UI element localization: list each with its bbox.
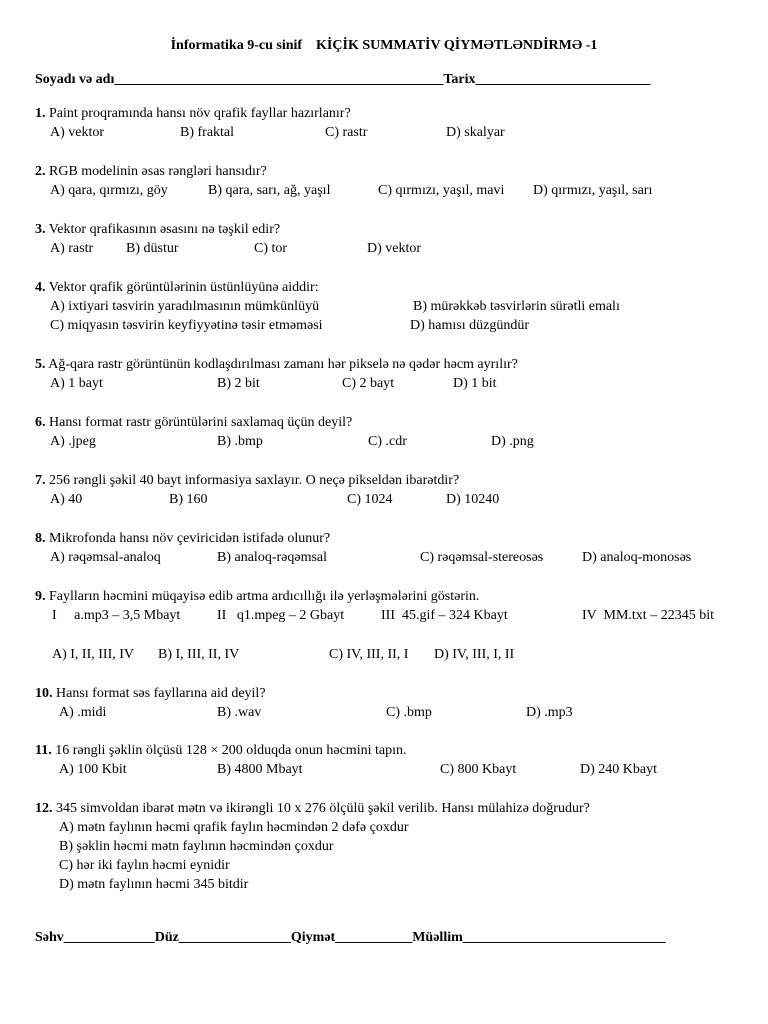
option-c: C) hər iki faylın həcmi eynidir bbox=[59, 858, 230, 873]
question-number: 7. bbox=[35, 473, 46, 488]
question-1 bbox=[35, 104, 745, 142]
question-3 bbox=[35, 220, 745, 258]
option-c: C) qırmızı, yaşıl, mavi bbox=[378, 183, 505, 198]
option-d: D) 240 Kbayt bbox=[580, 762, 657, 777]
option-d: D) analoq-monosəs bbox=[582, 550, 692, 565]
question-5 bbox=[35, 355, 745, 393]
question-4 bbox=[35, 278, 745, 335]
question-text: 16 rəngli şəklin ölçüsü 128 × 200 olduqda onun həcmini tapın. bbox=[55, 743, 407, 758]
option-d: D) IV, III, I, II bbox=[434, 647, 515, 662]
question-number: 6. bbox=[35, 415, 46, 430]
option-d: D) .png bbox=[491, 434, 534, 449]
question-text: Faylların həcmini müqayisə edib artma ardıcıllığı ilə yerləşmələrini göstərin. bbox=[49, 589, 480, 604]
option-b: B) şəklin həcmi mətn faylının həcmindən çoxdur bbox=[59, 839, 334, 854]
option-b: B) düstur bbox=[126, 241, 179, 256]
option-c: C) tor bbox=[254, 241, 288, 256]
question-text: Paint proqramında hansı növ qrafik fayllar hazırlanır? bbox=[49, 106, 351, 121]
question-number: 11. bbox=[35, 743, 52, 758]
option-a: A) I, II, III, IV bbox=[52, 647, 135, 662]
option-c: C) .bmp bbox=[386, 705, 432, 720]
option-c: C) miqyasın təsvirin keyfiyyətinə təsir etməməsi bbox=[50, 318, 323, 333]
question-6 bbox=[35, 413, 745, 451]
option-d: D) skalyar bbox=[446, 125, 505, 140]
question-12 bbox=[35, 799, 745, 894]
option-c: C) 2 bayt bbox=[342, 376, 395, 391]
question-2 bbox=[35, 162, 745, 200]
option-b: B) analoq-rəqəmsal bbox=[217, 550, 328, 565]
name-date-line: Soyadı və adı_______________________________________________Tarix_________________________ bbox=[35, 72, 651, 87]
question-text: Mikrofonda hansı növ çeviricidən istifadə olunur? bbox=[49, 531, 331, 546]
option-b: B) mürəkkəb təsvirlərin sürətli emalı bbox=[413, 299, 620, 314]
question-number: 12. bbox=[35, 801, 53, 816]
question-number: 2. bbox=[35, 164, 46, 179]
question-text: Hansı format səs fayllarına aid deyil? bbox=[56, 686, 266, 701]
file-item-2: II q1.mpeg – 2 Gbayt bbox=[217, 608, 345, 623]
grading-footer: Səhv_____________Düz________________Qiymət___________Müəllim_____________________________ bbox=[35, 930, 666, 945]
question-number: 10. bbox=[35, 686, 53, 701]
question-number: 3. bbox=[35, 222, 46, 237]
option-d: D) 1 bit bbox=[453, 376, 497, 391]
question-text: RGB modelinin əsas rəngləri hansıdır? bbox=[49, 164, 267, 179]
option-b: B) .wav bbox=[217, 705, 262, 720]
question-text: Vektor qrafik görüntülərinin üstünlüyünə aiddir: bbox=[48, 280, 319, 295]
option-b: B) I, III, II, IV bbox=[158, 647, 240, 662]
option-b: B) 160 bbox=[169, 492, 208, 507]
option-a: A) mətn faylının həcmi qrafik faylın həcmindən 2 dəfə çoxdur bbox=[59, 820, 409, 835]
option-a: A) .midi bbox=[59, 705, 107, 720]
question-7 bbox=[35, 471, 745, 509]
option-a: A) .jpeg bbox=[50, 434, 96, 449]
option-d: D) mətn faylının həcmi 345 bitdir bbox=[59, 877, 249, 892]
question-text: Ağ-qara rastr görüntünün kodlaşdırılması zamanı hər pikselə nə qədər həcm ayrılır? bbox=[48, 357, 518, 372]
option-b: B) 2 bit bbox=[217, 376, 260, 391]
option-b: B) .bmp bbox=[217, 434, 263, 449]
option-c: C) .cdr bbox=[368, 434, 407, 449]
option-d: D) .mp3 bbox=[526, 705, 573, 720]
option-c: C) rəqəmsal-stereosəs bbox=[420, 550, 544, 565]
question-number: 4. bbox=[35, 280, 46, 295]
option-a: A) vektor bbox=[50, 125, 105, 140]
option-b: B) fraktal bbox=[180, 125, 235, 140]
question-number: 8. bbox=[35, 531, 46, 546]
question-text: 256 rəngli şəkil 40 bayt informasiya saxlayır. O neçə pikseldən ibarətdir? bbox=[49, 473, 460, 488]
option-c: C) rastr bbox=[325, 125, 368, 140]
option-a: A) 1 bayt bbox=[50, 376, 103, 391]
file-item-4: IV MM.txt – 22345 bit bbox=[582, 608, 714, 623]
option-a: A) rastr bbox=[50, 241, 94, 256]
question-9 bbox=[35, 587, 745, 664]
option-d: D) qırmızı, yaşıl, sarı bbox=[533, 183, 653, 198]
option-a: A) ixtiyari təsvirin yaradılmasının mümkünlüyü bbox=[50, 299, 320, 314]
option-a: A) 100 Kbit bbox=[59, 762, 127, 777]
option-a: A) 40 bbox=[50, 492, 83, 507]
file-item-3: III 45.gif – 324 Kbayt bbox=[381, 608, 508, 623]
option-d: D) vektor bbox=[367, 241, 422, 256]
option-a: A) rəqəmsal-analoq bbox=[50, 550, 161, 565]
option-b: B) qara, sarı, ağ, yaşıl bbox=[208, 183, 331, 198]
option-c: C) IV, III, II, I bbox=[329, 647, 409, 662]
question-number: 5. bbox=[35, 357, 46, 372]
option-c: C) 800 Kbayt bbox=[440, 762, 517, 777]
option-c: C) 1024 bbox=[347, 492, 393, 507]
question-number: 1. bbox=[35, 106, 46, 121]
question-number: 9. bbox=[35, 589, 46, 604]
option-a: A) qara, qırmızı, göy bbox=[50, 183, 168, 198]
question-8 bbox=[35, 529, 745, 567]
question-text: Vektor qrafikasının əsasını nə təşkil edir? bbox=[48, 222, 281, 237]
question-text: Hansı format rastr görüntülərini saxlamaq üçün deyil? bbox=[49, 415, 353, 430]
page-title: İnformatika 9-cu sinif KİÇİK SUMMATİV QİYMƏTLƏNDİRMƏ -1 bbox=[170, 38, 598, 53]
question-11 bbox=[35, 741, 745, 779]
option-d: D) 10240 bbox=[446, 492, 500, 507]
question-text: 345 simvoldan ibarət mətn və ikirəngli 10 x 276 ölçülü şəkil verilib. Hansı mülahizə doğrudur? bbox=[56, 801, 590, 816]
file-item-1: I a.mp3 – 3,5 Mbayt bbox=[52, 608, 181, 623]
option-d: D) hamısı düzgündür bbox=[410, 318, 529, 333]
option-b: B) 4800 Mbayt bbox=[217, 762, 303, 777]
question-10 bbox=[35, 684, 745, 722]
